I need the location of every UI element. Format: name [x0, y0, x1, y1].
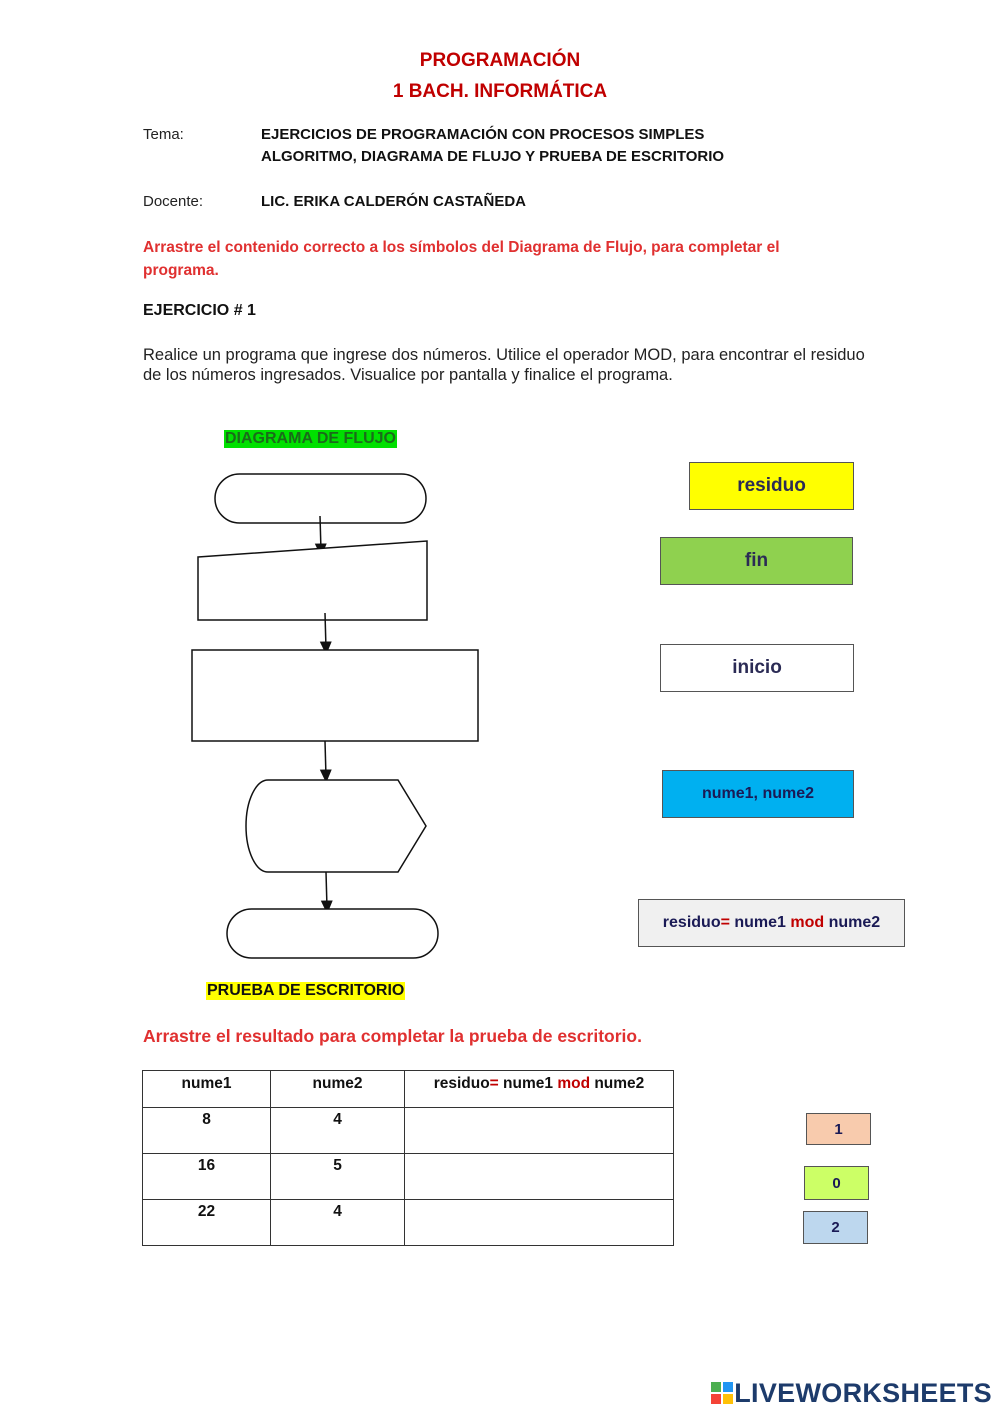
- formula-nume2-text: nume2: [824, 914, 881, 931]
- column-header-residuo: [405, 1071, 674, 1108]
- start-terminal-dropzone[interactable]: [215, 474, 426, 523]
- answer-card-2-label: 2: [831, 1219, 840, 1236]
- cell-nume1: 16: [143, 1154, 271, 1200]
- answer-card-1-label: 1: [834, 1120, 843, 1138]
- col-mod-operator: mod: [557, 1075, 591, 1092]
- flowchart-instruction: Arrastre el contenido correcto a los símbolos del Diagrama de Flujo, para completar el programa.: [143, 239, 780, 279]
- column-header-nume1: nume1: [143, 1071, 271, 1108]
- docente-label: Docente:: [143, 193, 204, 210]
- process-dropzone[interactable]: [192, 650, 478, 741]
- card-nume1-nume2[interactable]: [662, 770, 854, 818]
- flowchart-heading: DIAGRAMA DE FLUJO: [225, 430, 396, 447]
- column-header-nume2: nume2: [271, 1071, 405, 1108]
- col-equals-sign: =: [489, 1075, 499, 1092]
- answer-card-0-label: 0: [832, 1174, 841, 1192]
- end-terminal-dropzone[interactable]: [227, 909, 438, 958]
- tema-line-1: EJERCICIOS DE PROGRAMACIÓN CON PROCESOS SIMPLES: [261, 126, 705, 143]
- card-residuo-label: residuo: [737, 475, 806, 496]
- col-nume2-text: nume2: [590, 1075, 645, 1092]
- table-row: [143, 1108, 674, 1154]
- page-title: PROGRAMACIÓN: [419, 50, 581, 71]
- cell-nume1: 8: [143, 1108, 271, 1154]
- cell-nume2: 4: [271, 1108, 405, 1154]
- table-row: [143, 1154, 674, 1200]
- residuo-dropzone[interactable]: [405, 1154, 674, 1200]
- table-header-row: [143, 1071, 674, 1108]
- cell-nume2: 5: [271, 1154, 405, 1200]
- liveworksheets-logo: [710, 1378, 992, 1409]
- table-row: [143, 1200, 674, 1246]
- liveworksheets-logo-icon: [710, 1381, 734, 1407]
- answer-card-0[interactable]: [804, 1166, 869, 1200]
- desk-check-table: [142, 1070, 674, 1246]
- answer-card-1[interactable]: [806, 1113, 871, 1145]
- card-fin-label: fin: [744, 550, 769, 571]
- display-dropzone[interactable]: [246, 780, 426, 872]
- cell-nume1: 22: [143, 1200, 271, 1246]
- page-subtitle: 1 BACH. INFORMÁTICA: [392, 81, 608, 102]
- desk-check-heading: PRUEBA DE ESCRITORIO: [207, 982, 405, 999]
- docente-value: LIC. ERIKA CALDERÓN CASTAÑEDA: [261, 193, 526, 210]
- tema-line-2: ALGORITMO, DIAGRAMA DE FLUJO Y PRUEBA DE ESCRITORIO: [261, 148, 725, 165]
- liveworksheets-logo-text: LIVEWORKSHEETS: [734, 1378, 992, 1408]
- col-residuo-text: residuo: [433, 1075, 490, 1092]
- formula-nume1-text: nume1: [729, 914, 791, 931]
- formula-mod-operator: mod: [790, 914, 825, 931]
- exercise-statement: Realice un programa que ingrese dos números. Utilice el operador MOD, para encontrar el residuo de los números ingresados. Visualice por pantalla y finalice el programa.: [143, 346, 865, 384]
- card-nums-label: nume1, nume2: [701, 785, 815, 802]
- tema-label: Tema:: [143, 126, 184, 143]
- desk-check-instruction: Arrastre el resultado para completar la prueba de escritorio.: [143, 1026, 642, 1046]
- formula-equals-sign: =: [720, 914, 730, 931]
- col-nume1-text: nume1: [498, 1075, 558, 1092]
- card-residuo[interactable]: [689, 462, 854, 510]
- residuo-dropzone[interactable]: [405, 1108, 674, 1154]
- card-inicio-label: inicio: [732, 657, 782, 678]
- card-formula[interactable]: [638, 899, 905, 947]
- cell-nume2: 4: [271, 1200, 405, 1246]
- card-fin[interactable]: [660, 537, 853, 585]
- exercise-title: EJERCICIO # 1: [143, 302, 256, 319]
- input-dropzone[interactable]: [198, 541, 427, 620]
- residuo-dropzone[interactable]: [405, 1200, 674, 1246]
- answer-card-2[interactable]: [803, 1211, 868, 1244]
- card-inicio[interactable]: [660, 644, 854, 692]
- formula-residuo-text: residuo: [662, 914, 721, 931]
